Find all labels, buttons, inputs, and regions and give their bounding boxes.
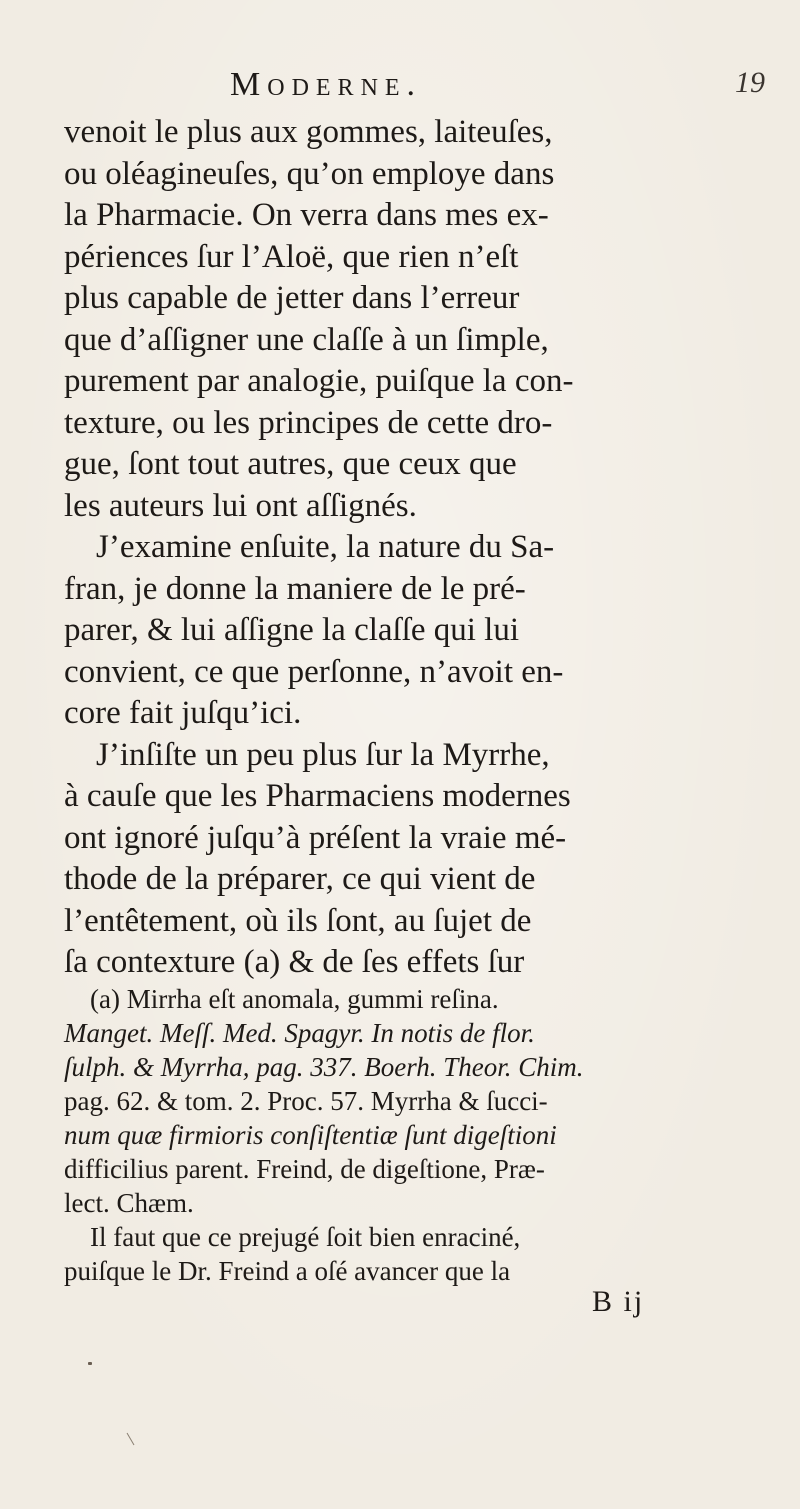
text-line: ou oléagineuſes, qu’on employe dans <box>64 155 555 192</box>
text-line: thode de la préparer, ce qui vient de <box>64 861 536 897</box>
footnote-line: Il faut que ce prejugé ſoit bien enraciné, <box>90 1222 521 1252</box>
page-number: 19 <box>735 66 765 99</box>
text-line: core fait juſqu’ici. <box>64 695 302 731</box>
page-header <box>0 66 800 106</box>
footnotes <box>64 982 754 1288</box>
text-line: convient, ce que perſonne, n’avoit en- <box>64 653 564 690</box>
text-line: périences ſur l’Aloë, que rien n’eſt <box>64 238 519 275</box>
paragraph-start-line: J’examine enſuite, la nature du Sa- <box>96 529 555 565</box>
ink-speck <box>88 1362 92 1365</box>
text-line: texture, ou les principes de cette dro- <box>64 404 553 441</box>
text-line: gue, ſont tout autres, que ceux que <box>64 446 517 482</box>
footnote-line: pag. 62. & tom. 2. Proc. 57. Myrrha & ſucci- <box>64 1086 548 1116</box>
footnote-line: ſulph. & Myrrha, pag. 337. Boerh. Theor. Chim. <box>64 1052 584 1082</box>
footnote-line: puiſque le Dr. Freind a oſé avancer que la <box>64 1256 511 1286</box>
text-line: plus capable de jetter dans l’erreur <box>64 280 520 316</box>
text-line: la Pharmacie. On verra dans mes ex- <box>64 197 549 233</box>
text-line: les auteurs lui ont aſſignés. <box>64 487 417 524</box>
text-line: à cauſe que les Pharmaciens modernes <box>64 778 571 814</box>
footnote-line: (a) Mirrha eſt anomala, gummi reſina. <box>90 984 499 1014</box>
text-line: ſa contexture (a) & de ſes effets ſur <box>64 944 525 980</box>
footnote-line: Manget. Meſſ. Med. Spagyr. In notis de flor. <box>64 1018 535 1048</box>
text-line: que d’aſſigner une claſſe à un ſimple, <box>64 321 549 358</box>
text-line: l’entêtement, où ils ſont, au ſujet de <box>64 902 532 939</box>
footnote-line: lect. Chæm. <box>64 1188 194 1218</box>
footnote-line: num quæ firmioris conſiſtentiæ ſunt digeſtioni <box>64 1120 557 1150</box>
text-line: fran, je donne la maniere de le pré- <box>64 570 526 607</box>
text-line: ont ignoré juſqu’à préſent la vraie mé- <box>64 819 567 856</box>
running-head: Moderne. <box>230 66 423 103</box>
ink-stroke <box>127 1433 135 1446</box>
text-line: parer, & lui aſſigne la claſſe qui lui <box>64 612 520 648</box>
signature-mark: B ij <box>592 1285 645 1318</box>
main-text <box>64 112 754 984</box>
text-line: venoit le plus aux gommes, laiteuſes, <box>64 114 553 150</box>
text-line: purement par analogie, puiſque la con- <box>64 363 574 399</box>
paragraph-start-line: J’inſiſte un peu plus ſur la Myrrhe, <box>96 736 550 773</box>
footnote-line: difficilius parent. Freind, de digeſtione, Præ- <box>64 1154 545 1184</box>
